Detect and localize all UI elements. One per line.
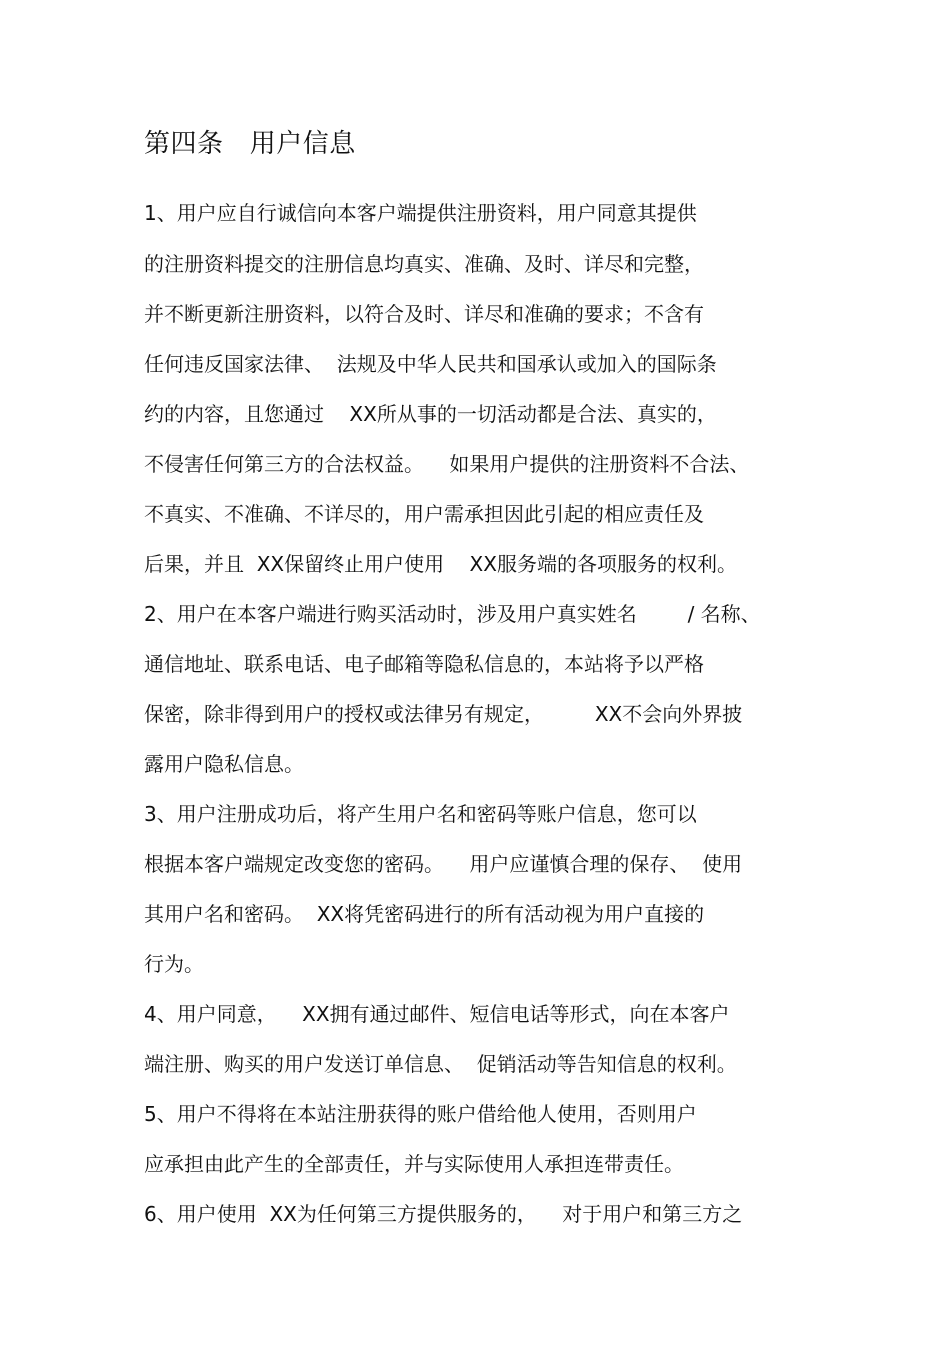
paragraph-line: 4、用户同意， XX拥有通过邮件、短信电话等形式，向在本客户 <box>144 1002 730 1026</box>
paragraph-line: 通信地址、联系电话、电子邮箱等隐私信息的，本站将予以严格 <box>144 652 704 676</box>
paragraph-line: 6、用户使用 XX为任何第三方提供服务的， 对于用户和第三方之 <box>144 1202 743 1226</box>
paragraph-line: 的注册资料提交的注册信息均真实、准确、及时、详尽和完整， <box>144 252 704 276</box>
paragraph-line: 端注册、购买的用户发送订单信息、 促销活动等告知信息的权利。 <box>144 1052 737 1076</box>
paragraph-line: 根据本客户端规定改变您的密码。 用户应谨慎合理的保存、 使用 <box>144 852 743 876</box>
paragraph-line: 1、用户应自行诚信向本客户端提供注册资料，用户同意其提供 <box>144 201 697 225</box>
section-heading: 第四条 用户信息 <box>144 129 356 159</box>
paragraph-line: 不真实、不准确、不详尽的，用户需承担因此引起的相应责任及 <box>144 502 704 526</box>
paragraph-line: 并不断更新注册资料，以符合及时、详尽和准确的要求；不含有 <box>144 302 704 326</box>
paragraph-line: 约的内容，且您通过 XX所从事的一切活动都是合法、真实的， <box>144 402 717 426</box>
paragraph-line: 5、用户不得将在本站注册获得的账户借给他人使用，否则用户 <box>144 1102 697 1126</box>
paragraph-line: 3、用户注册成功后，将产生用户名和密码等账户信息，您可以 <box>144 802 697 826</box>
paragraph-line: 任何违反国家法律、 法规及中华人民共和国承认或加入的国际条 <box>144 352 717 376</box>
paragraph-line: 保密，除非得到用户的授权或法律另有规定， XX不会向外界披 <box>144 702 743 726</box>
paragraph-line: 应承担由此产生的全部责任，并与实际使用人承担连带责任。 <box>144 1152 684 1176</box>
paragraph-line: 露用户隐私信息。 <box>144 752 304 776</box>
paragraph-line: 其用户名和密码。 XX将凭密码进行的所有活动视为用户直接的 <box>144 902 705 926</box>
paragraph-line: 行为。 <box>144 952 204 976</box>
paragraph-line: 2、用户在本客户端进行购买活动时，涉及用户真实姓名 / 名称、 <box>144 602 761 626</box>
paragraph-line: 不侵害任何第三方的合法权益。 如果用户提供的注册资料不合法、 <box>144 452 750 476</box>
paragraph-line: 后果，并且 XX保留终止用户使用 XX服务端的各项服务的权利。 <box>144 552 737 576</box>
